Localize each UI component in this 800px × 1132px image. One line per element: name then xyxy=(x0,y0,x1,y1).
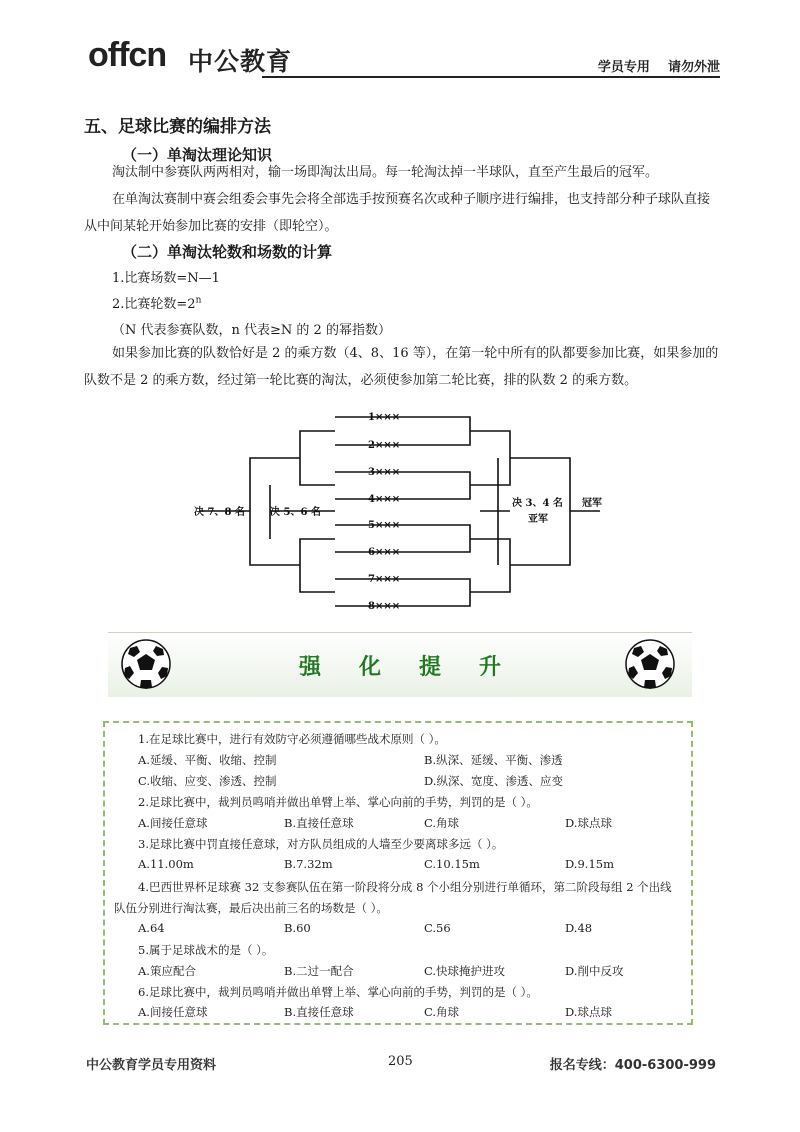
label-champion: 冠军 xyxy=(582,498,602,509)
formula-note: （N 代表参赛队数，n 代表≥N 的 2 的幂指数） xyxy=(112,323,391,338)
option-c: C.收缩、应变、渗透、控制 xyxy=(138,774,277,788)
formula-rounds-exponent: n xyxy=(195,295,202,306)
logo-latin: offcn xyxy=(88,36,167,74)
soccer-ball-icon xyxy=(120,638,172,690)
question-2: 2.足球比赛中，裁判员鸣哨并做出单臂上举、掌心向前的手势，判罚的是（ ）。 xyxy=(138,795,538,809)
option-c: C.角球 xyxy=(424,1005,460,1019)
label-3rd-4th: 决 3、4 名 xyxy=(512,498,563,509)
practice-banner-title: 强化提升 xyxy=(298,655,539,680)
paragraph-1: 淘汰制中参赛队两两相对，输一场即淘汰出局。每一轮淘汰掉一半球队，直至产生最后的冠军。 xyxy=(112,165,659,180)
label-5th-6th: 决 5、6 名 xyxy=(270,507,321,518)
option-a: A.间接任意球 xyxy=(138,816,208,830)
question-5: 5.属于足球战术的是（ ）。 xyxy=(138,943,274,957)
option-d: D.球点球 xyxy=(565,1005,612,1019)
footer-left-text: 中公教育学员专用资料 xyxy=(86,1058,217,1073)
question-4-continued: 队伍分别进行淘汰赛，最后决出前三名的场数是（ ）。 xyxy=(114,901,388,915)
team-label: 3××× xyxy=(368,467,401,478)
subsection-title-1: （一）单淘汰理论知识 xyxy=(122,146,273,164)
option-d: D.9.15m xyxy=(565,857,614,871)
option-a: A.延缓、平衡、收缩、控制 xyxy=(138,753,277,767)
option-b: B.纵深、延缓、平衡、渗透 xyxy=(424,753,563,767)
soccer-ball-icon xyxy=(624,638,676,690)
team-label: 7××× xyxy=(368,574,401,585)
option-b: B.7.32m xyxy=(284,857,333,871)
option-c: C.角球 xyxy=(424,816,460,830)
option-b: B.直接任意球 xyxy=(284,1005,354,1019)
paragraph-3: 如果参加比赛的队数恰好是 2 的乘方数（4、8、16 等），在第一轮中所有的队都要参加比赛，如果参加的队数不是 2 的乘方数，经过第一轮比赛的淘汰，必须使参加第二轮比赛，排的队数 2 的乘方数。 xyxy=(84,346,719,388)
team-label: 4××× xyxy=(368,494,401,505)
header-rule xyxy=(262,76,720,78)
team-label: 5××× xyxy=(368,520,401,531)
page-number: 205 xyxy=(388,1054,413,1069)
label-runner-up: 亚军 xyxy=(528,514,548,525)
option-d: D.48 xyxy=(565,921,593,935)
knockout-bracket-diagram xyxy=(190,405,620,620)
option-c: C.56 xyxy=(424,921,451,935)
option-b: B.直接任意球 xyxy=(284,816,354,830)
question-6: 6.足球比赛中，裁判员鸣哨并做出单臂上举、掌心向前的手势，判罚的是（ ）。 xyxy=(138,985,538,999)
paragraph-2: 在单淘汰赛制中赛会组委会事先会将全部选手按预赛名次或种子顺序进行编排，也支持部分种子球队直接从中间某轮开始参加比赛的安排（即轮空）。 xyxy=(84,192,711,234)
option-a: A.间接任意球 xyxy=(138,1005,208,1019)
question-3: 3.足球比赛中罚直接任意球，对方队员组成的人墙至少要离球多远（ ）。 xyxy=(138,837,504,851)
question-1: 1.在足球比赛中，进行有效防守必须遵循哪些战术原则（ ）。 xyxy=(138,732,446,746)
question-4: 4.巴西世界杯足球赛 32 支参赛队伍在第一阶段将分成 8 个小组分别进行单循环，第二阶段每组 2 个出线 xyxy=(138,880,672,894)
logo-cn: 中公教育 xyxy=(188,47,293,76)
header-confidential-note: 学员专用 请勿外泄 xyxy=(597,60,720,75)
formula-rounds xyxy=(112,293,201,312)
option-b: B.60 xyxy=(284,921,311,935)
option-a: A.策应配合 xyxy=(138,964,196,978)
option-c: C.快球掩护进攻 xyxy=(424,964,506,978)
team-label: 2××× xyxy=(368,440,401,451)
team-label: 6××× xyxy=(368,547,401,558)
footer-hotline: 报名专线：400-6300-999 xyxy=(549,1058,716,1073)
formula-matches: 1.比赛场数=N—1 xyxy=(112,271,220,286)
option-a: A.64 xyxy=(138,921,165,935)
option-b: B.二过一配合 xyxy=(284,964,354,978)
label-7th-8th: 决 7、8 名 xyxy=(194,507,245,518)
team-label: 1××× xyxy=(368,412,401,423)
formula-rounds-text: 2.比赛轮数=2 xyxy=(112,297,196,312)
option-c: C.10.15m xyxy=(424,857,480,871)
option-a: A.11.00m xyxy=(138,857,194,871)
subsection-title-2: （二）单淘汰轮数和场数的计算 xyxy=(122,243,333,261)
option-d: D.削中反攻 xyxy=(565,964,624,978)
section-title: 五、足球比赛的编排方法 xyxy=(84,117,271,137)
option-d: D.纵深、宽度、渗透、应变 xyxy=(424,774,563,788)
option-d: D.球点球 xyxy=(565,816,612,830)
team-label: 8××× xyxy=(368,601,401,612)
